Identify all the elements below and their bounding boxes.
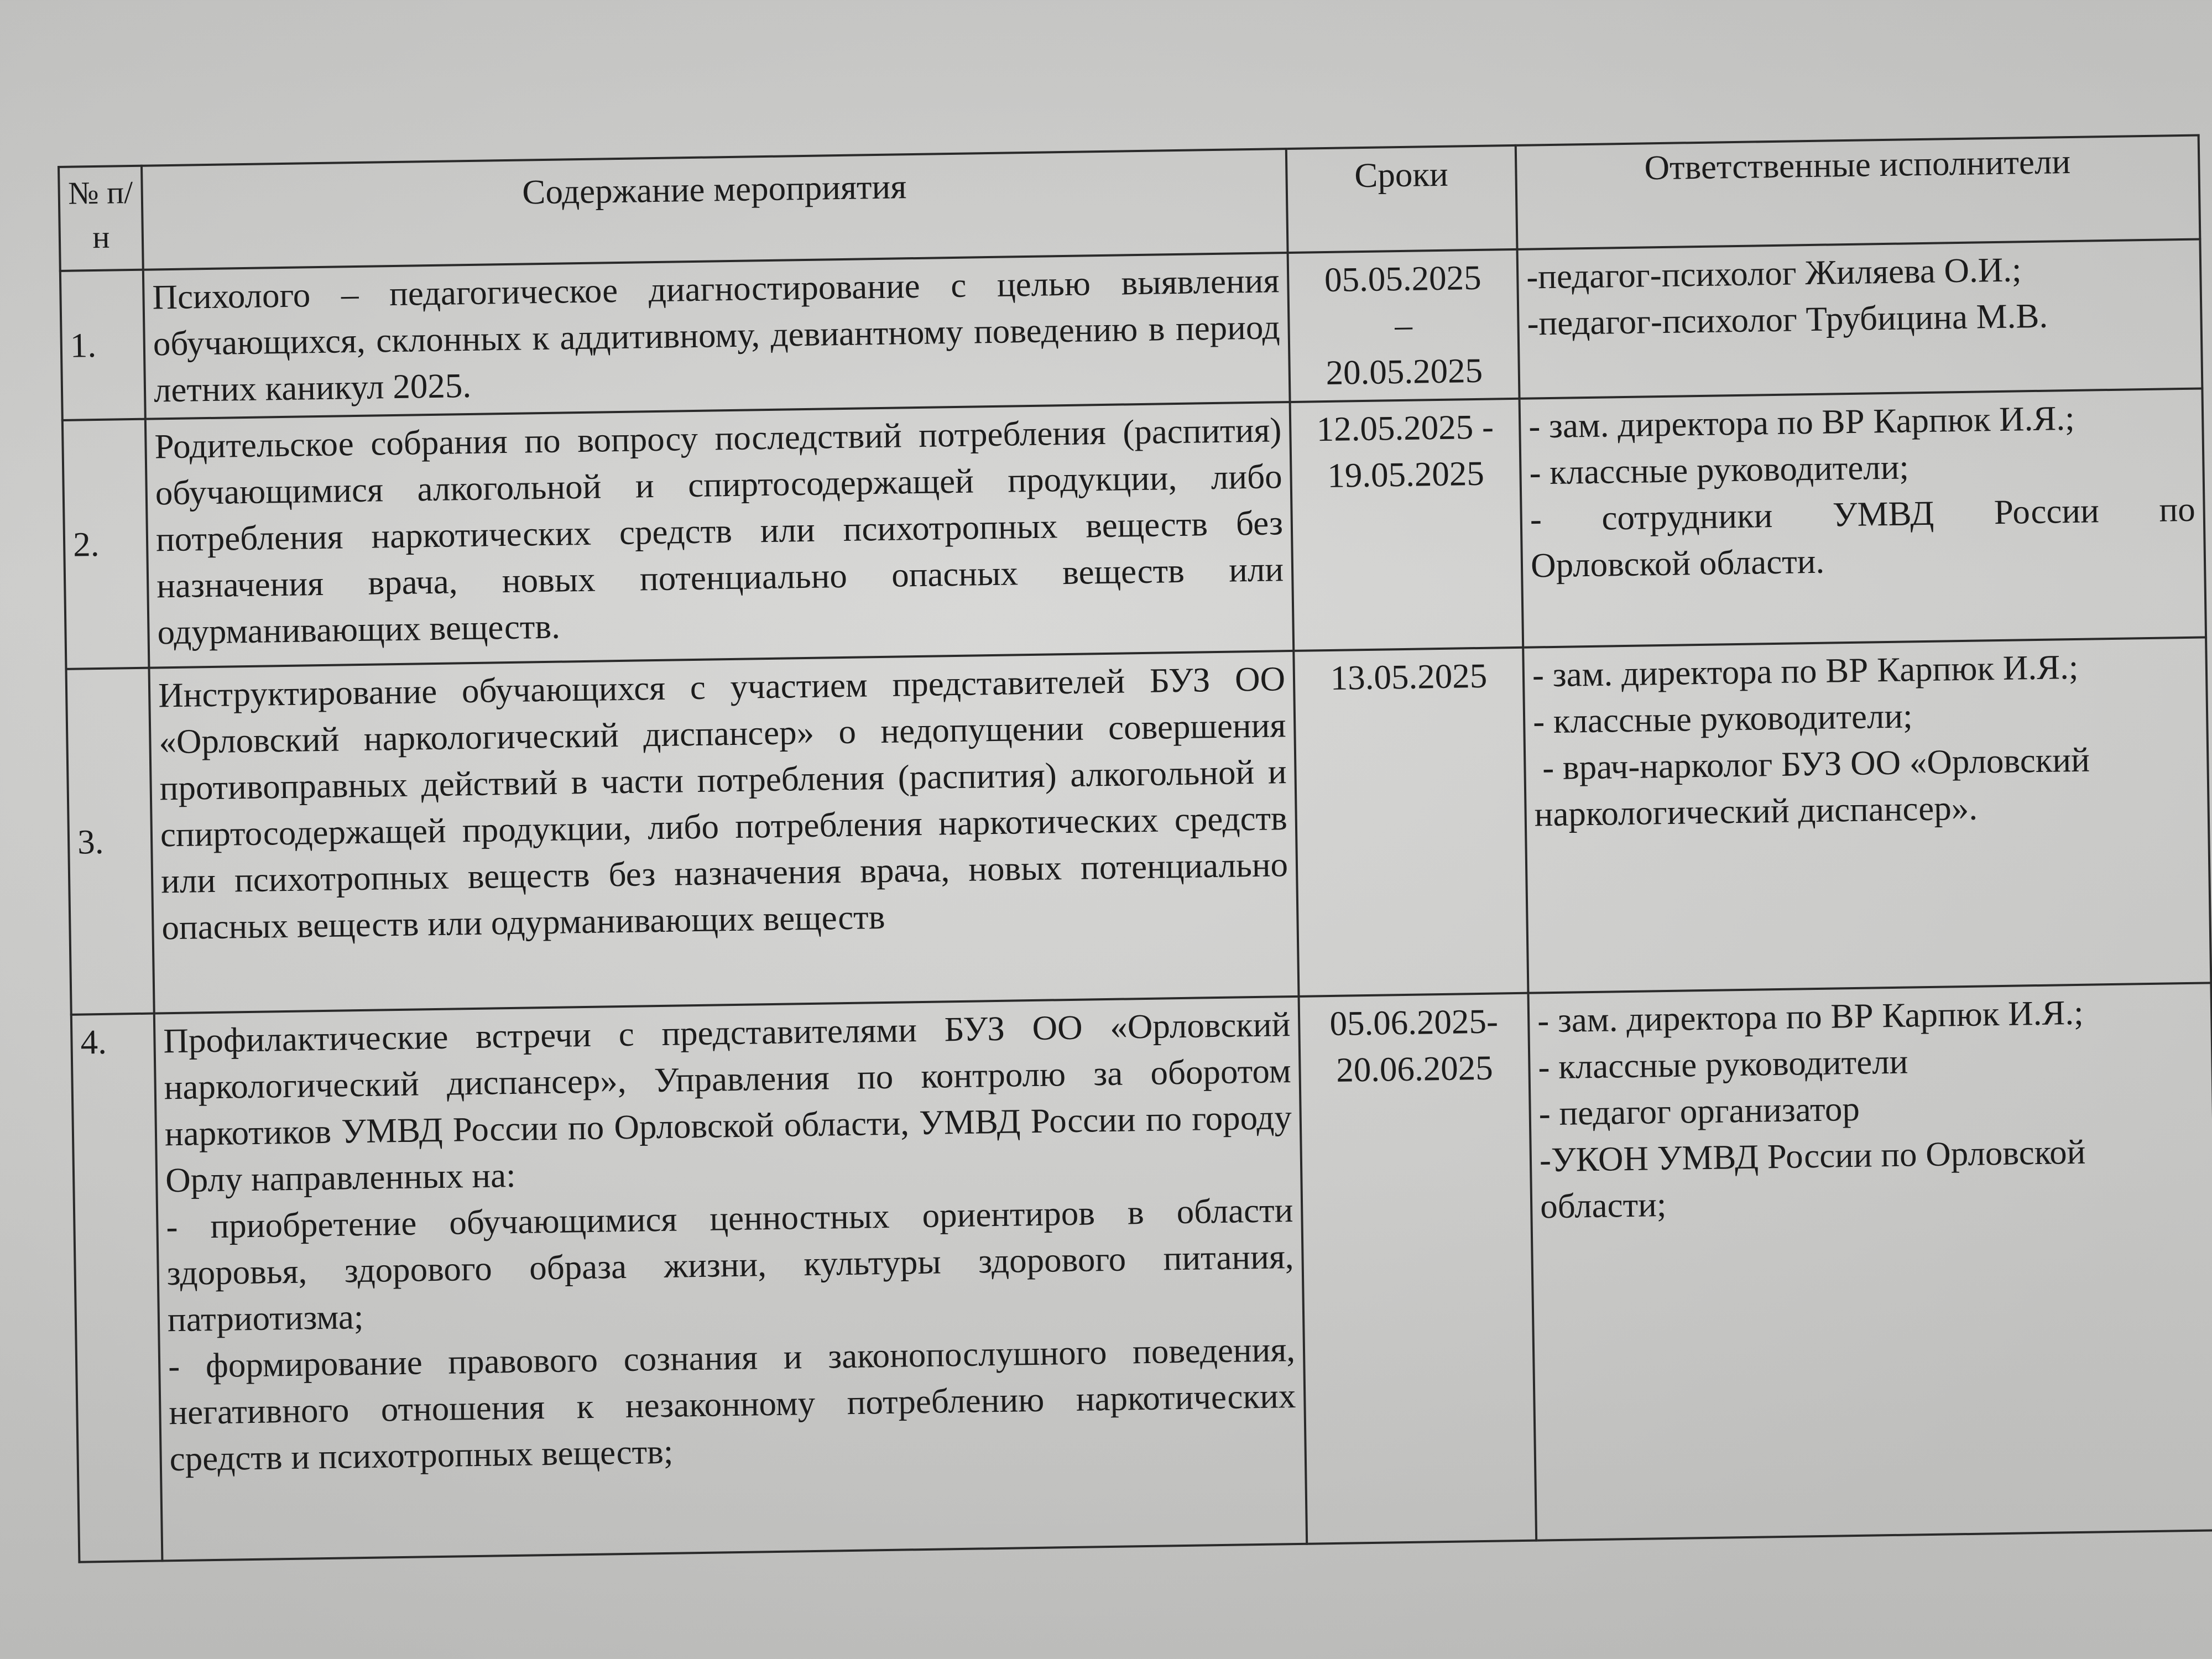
table-row	[66, 637, 2211, 1014]
term-line: 05.06.2025-	[1329, 1001, 1499, 1044]
row-number: 2.	[62, 419, 149, 669]
header-responsible: Ответственные исполнители	[1516, 135, 2200, 249]
row-responsible	[1528, 983, 2212, 1540]
term-line: 05.05.2025	[1324, 258, 1482, 300]
responsible-line: Орловской области.	[1530, 541, 1825, 585]
content-item: - формирование правового сознания и законопослушного поведения, негативного отношения к незаконному потреблению наркотических средств и психотропных веществ;	[168, 1330, 1296, 1479]
term-line: 12.05.2025 -	[1316, 407, 1494, 449]
row-responsible	[1517, 239, 2203, 399]
term-line: –	[1394, 305, 1413, 345]
row-terms	[1299, 993, 1537, 1544]
row-number: 1.	[60, 270, 145, 420]
responsible-line: - зам. директора по ВР Карпюк И.Я.;	[1528, 398, 2075, 446]
term-line: 20.05.2025	[1326, 351, 1483, 393]
responsible-line: - сотрудники УМВД России по	[1530, 489, 2196, 539]
events-table	[58, 134, 2212, 1563]
term-line: 19.05.2025	[1327, 453, 1485, 495]
responsible-line: области;	[1540, 1185, 1667, 1226]
term-line: 13.05.2025	[1330, 656, 1488, 697]
document	[58, 134, 2212, 1563]
responsible-line: -педагог-психолог Жиляева О.И.;	[1526, 250, 2022, 296]
row-content: Психолого – педагогическое диагностирование с целью выявления обучающихся, склонных к аддитивному, девиантному поведению в период летних каникул 2025.	[143, 253, 1290, 419]
responsible-line: -педагог-психолог Трубицина М.В.	[1526, 296, 2048, 343]
row-content	[154, 997, 1307, 1561]
header-terms: Сроки	[1286, 145, 1517, 253]
row-responsible	[1520, 389, 2206, 648]
content-intro: Профилактические встречи с представителями БУЗ ОО «Орловский наркологический диспансер», Управления по контролю за оборотом наркотиков УМВД России по Орловской области, УМВД России по городу Орлу направленных на:	[163, 1005, 1292, 1200]
row-responsible	[1523, 637, 2211, 993]
header-number: № п/н	[59, 166, 143, 271]
responsible-line: - классные руководители;	[1532, 696, 1913, 741]
row-terms	[1293, 648, 1528, 997]
responsible-line: - врач-нарколог БУЗ ОО «Орловский	[1533, 740, 2090, 787]
table-row	[71, 983, 2212, 1562]
responsible-line: - педагог организатор	[1538, 1089, 1860, 1133]
responsible-line: - классные руководители	[1537, 1042, 1908, 1087]
row-terms	[1288, 249, 1520, 402]
responsible-line: - зам. директора по ВР Карпюк И.Я.;	[1532, 647, 2079, 695]
responsible-line: наркологический диспансер».	[1534, 788, 1978, 834]
row-number: 4.	[71, 1014, 163, 1562]
row-content: Родительское собрания по вопросу последствий потребления (распития) обучающимися алкогольной и спиртосодержащей продукции, либо потребления наркотических средств или психотропных веществ без назначения врача, новых потенциально опасных веществ или одурманивающих веществ.	[145, 402, 1293, 668]
row-terms	[1290, 399, 1524, 651]
header-content: Содержание мероприятия	[142, 149, 1288, 270]
responsible-line: - зам. директора по ВР Карпюк И.Я.;	[1537, 993, 2084, 1040]
responsible-line: -УКОН УМВД России по Орловской	[1539, 1132, 2086, 1180]
row-number: 3.	[66, 668, 154, 1015]
responsible-line: - классные руководители;	[1529, 447, 1910, 492]
row-content: Инструктирование обучающихся с участием представителей БУЗ ОО «Орловский наркологический диспансер» о недопущении совершения противоправных действий в части потребления (распития) алкогольной и спиртосодержащей продукции, либо потребления наркотических средств или психотропных веществ без назначения врача, новых потенциально опасных веществ или одурманивающих веществ	[149, 651, 1298, 1014]
term-line: 20.06.2025	[1335, 1048, 1494, 1089]
content-item: - приобретение обучающимися ценностных ориентиров в области здоровья, здорового образа жизни, культуры здорового питания, патриотизма;	[165, 1191, 1295, 1339]
table-row	[62, 389, 2206, 669]
